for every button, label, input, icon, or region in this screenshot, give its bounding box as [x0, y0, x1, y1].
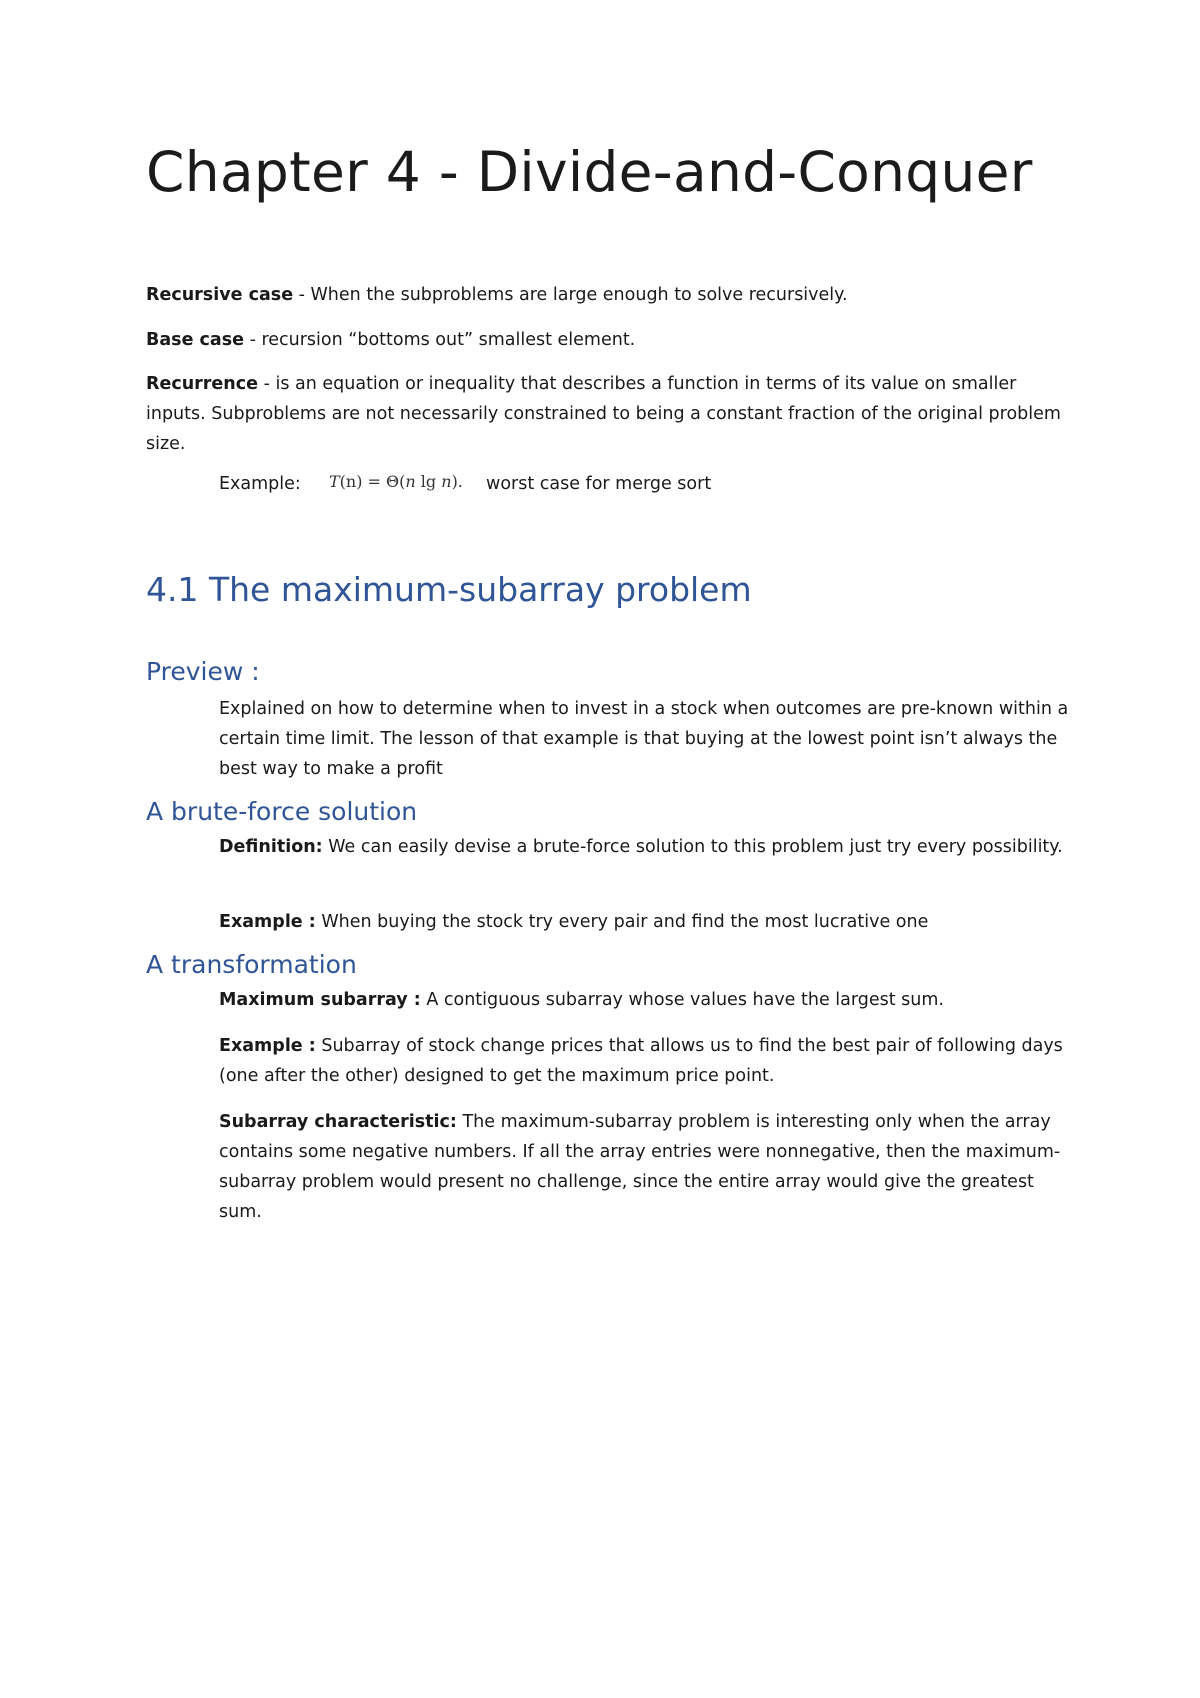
recurrence-text: - is an equation or inequality that describes a function in terms of its value on smaller inputs. Subproblems are not necessarily constrained to being a constant fraction of the original problem size. [146, 374, 1061, 454]
formula-n: n [405, 472, 416, 491]
preview-heading: Preview : [146, 657, 260, 686]
formula-lg: lg [415, 472, 442, 491]
brute-force-example-text: When buying the stock try every pair and find the most lucrative one [315, 912, 929, 932]
brute-force-definition-term: Definition: [219, 837, 323, 857]
page-title: Chapter 4 - Divide-and-Conquer [146, 140, 1033, 204]
merge-sort-formula [329, 472, 463, 491]
maximum-subarray-definition [219, 985, 1079, 1015]
subarray-characteristic-term: Subarray characteristic: [219, 1112, 457, 1132]
maximum-subarray-text: A contiguous subarray whose values have the largest sum. [420, 990, 944, 1010]
transformation-example-text: Subarray of stock change prices that allows us to find the best pair of following days (one after the other) designed to get the maximum price point. [219, 1036, 1063, 1086]
subarray-characteristic [219, 1107, 1079, 1227]
formula-end: ). [451, 472, 463, 491]
subarray-characteristic-text: The maximum-subarray problem is interesting only when the array contains some negative numbers. If all the array entries were nonnegative, then the maximum-subarray problem would present no challenge, since the entire array would give the greatest sum. [219, 1112, 1061, 1222]
example-description: worst case for merge sort [486, 474, 712, 494]
example-label: Example: [219, 474, 301, 494]
base-case-definition [146, 325, 1076, 355]
formula-lhs: T [329, 472, 340, 491]
recurrence-definition [146, 369, 1076, 459]
section-heading: 4.1 The maximum-subarray problem [146, 570, 752, 609]
brute-force-definition-text: We can easily devise a brute-force solution to this problem just try every possibility. [322, 837, 1063, 857]
transformation-example-term: Example : [219, 1036, 316, 1056]
base-case-term: Base case [146, 330, 244, 350]
formula-n2: n [441, 472, 452, 491]
transformation-example [219, 1031, 1079, 1091]
brute-force-definition [219, 832, 1079, 862]
formula-eq: = Θ( [362, 472, 406, 491]
brute-force-heading: A brute-force solution [146, 797, 418, 826]
recurrence-term: Recurrence [146, 374, 259, 394]
transformation-heading: A transformation [146, 950, 357, 979]
recursive-case-text: - When the subproblems are large enough to solve recursively. [293, 285, 848, 305]
formula-arg: (n) [339, 472, 363, 491]
brute-force-example [219, 907, 1079, 937]
recursive-case-term: Recursive case [146, 285, 294, 305]
base-case-text: - recursion “bottoms out” smallest element. [244, 330, 636, 350]
recursive-case-definition [146, 280, 1076, 310]
brute-force-example-term: Example : [219, 912, 316, 932]
preview-text: Explained on how to determine when to invest in a stock when outcomes are pre-known within a certain time limit. The lesson of that example is that buying at the lowest point isn’t always the best way to make a profit [219, 699, 1069, 779]
maximum-subarray-term: Maximum subarray : [219, 990, 421, 1010]
